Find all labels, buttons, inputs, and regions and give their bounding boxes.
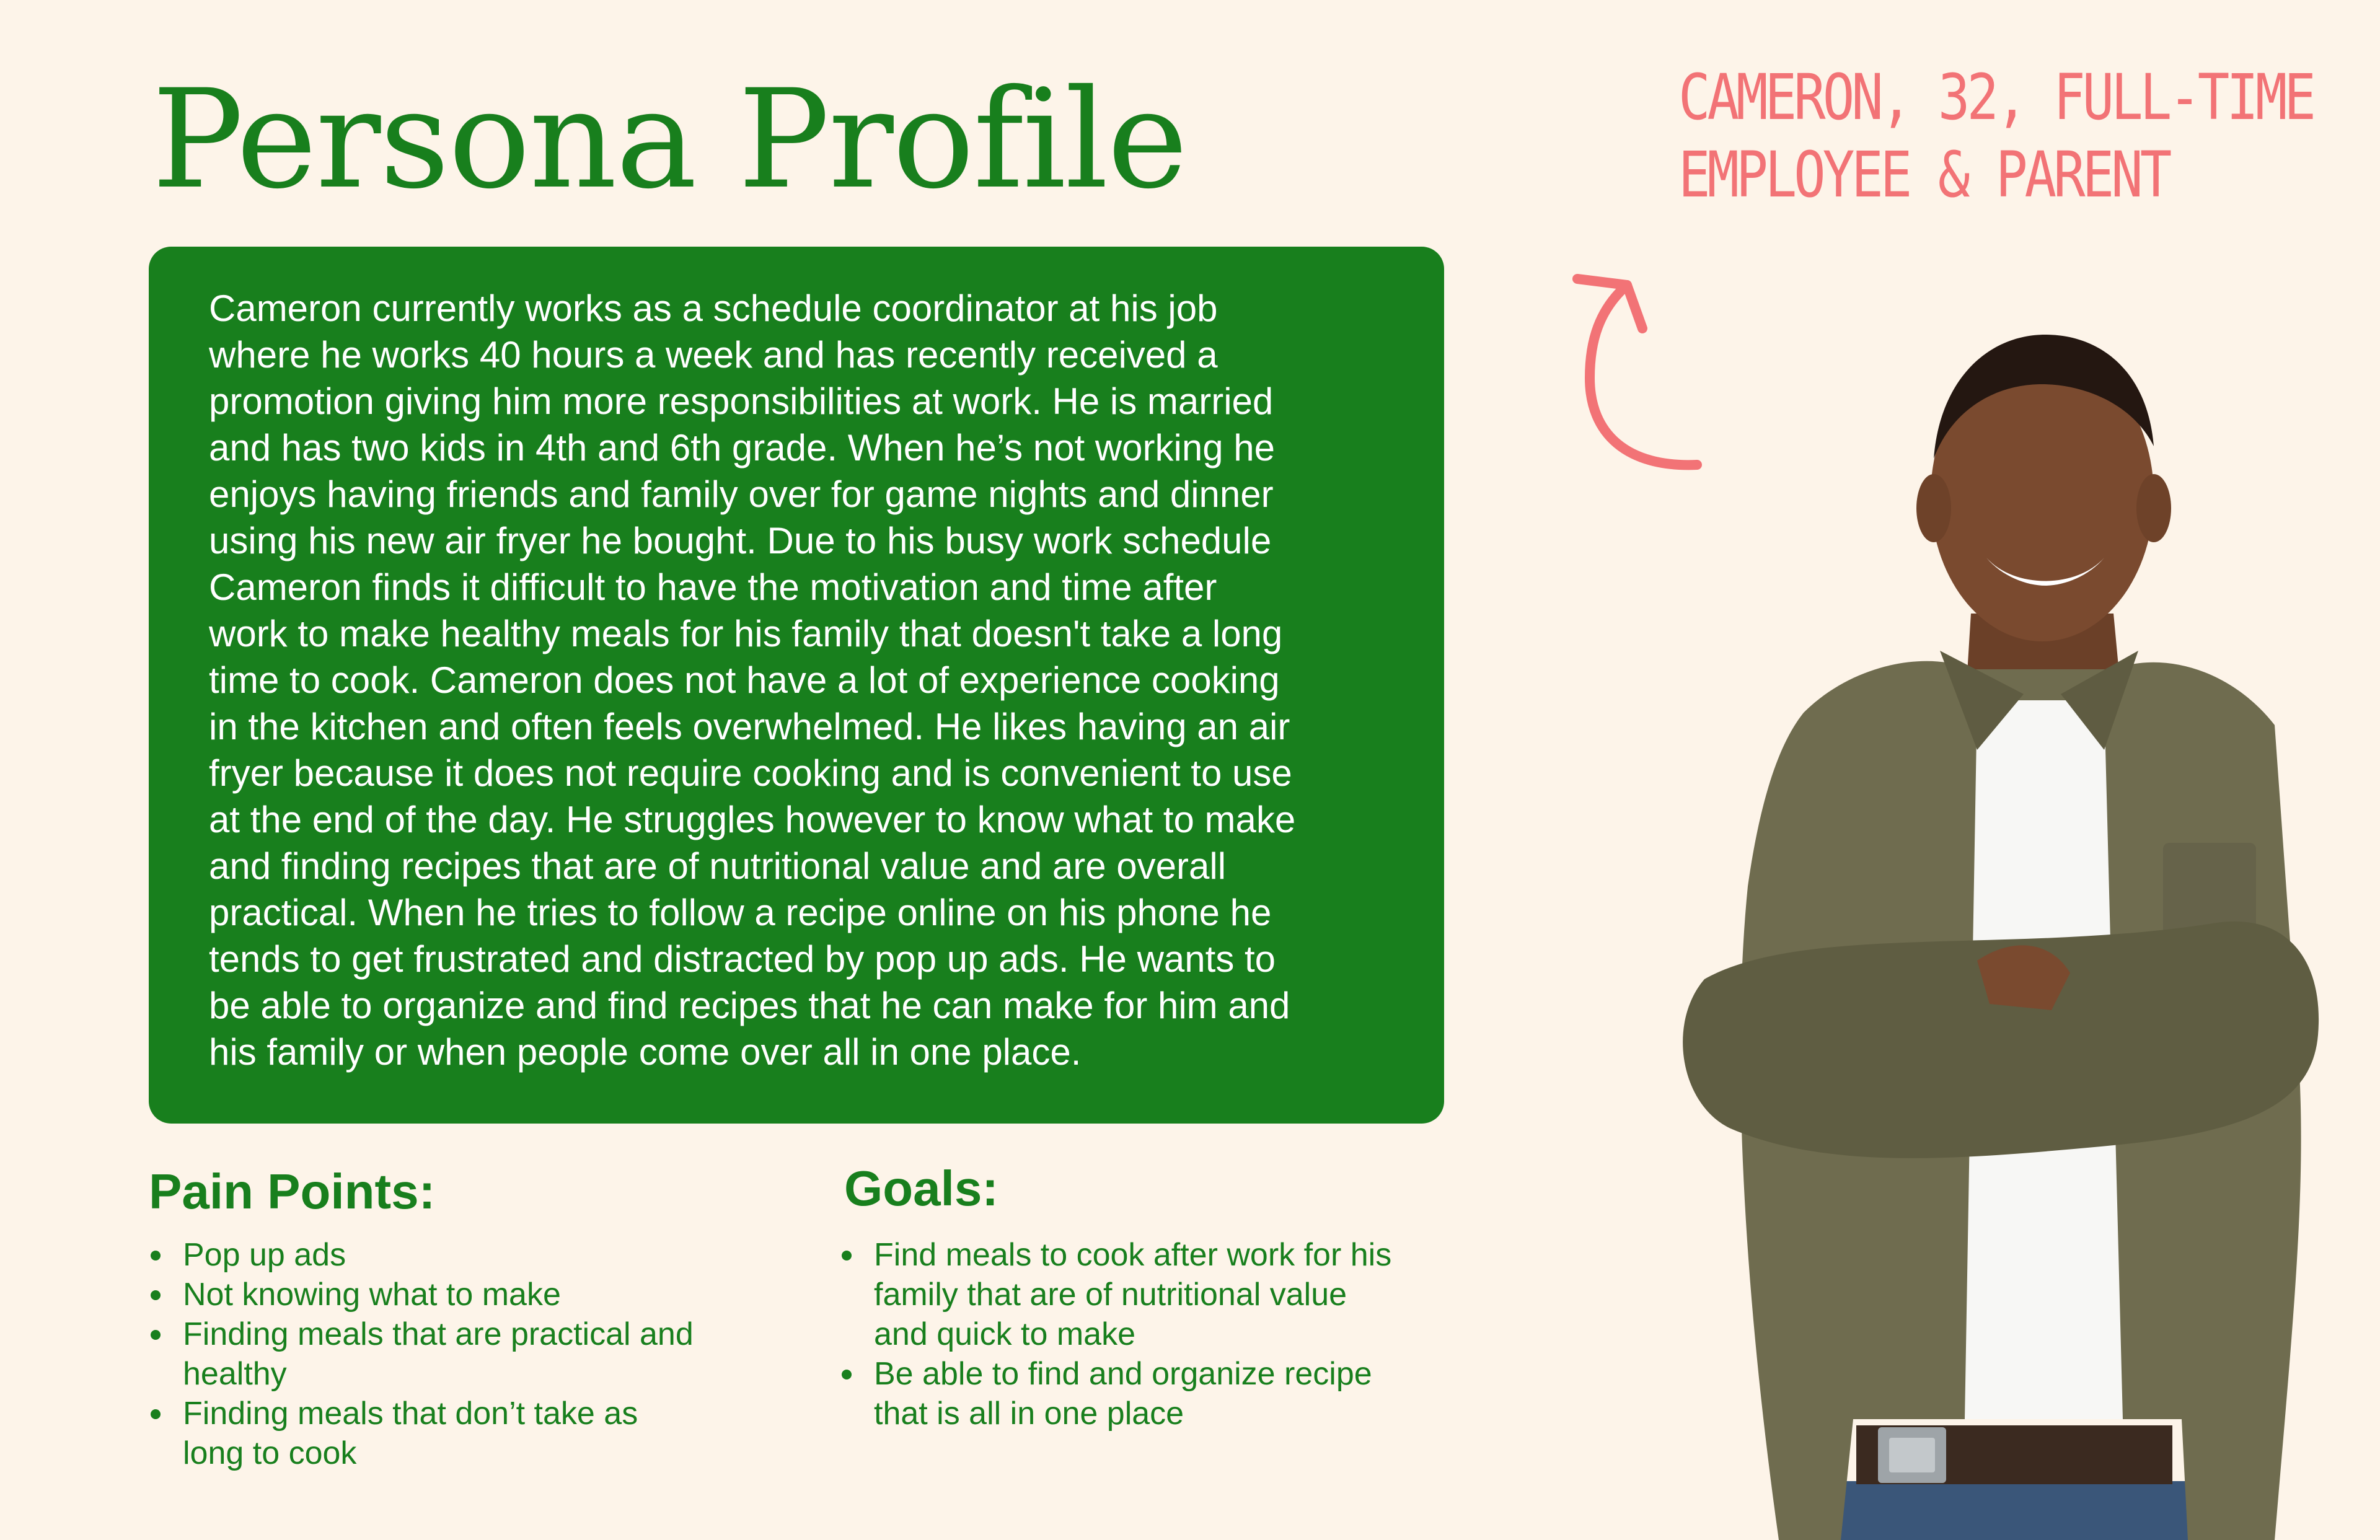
bio-line: and has two kids in 4th and 6th grade. When he’s not working he (209, 427, 1275, 469)
bio-line: and finding recipes that are of nutritional value and are overall (209, 845, 1227, 887)
belt (1856, 1425, 2172, 1484)
bio-line: Cameron currently works as a schedule coordinator at his job (209, 288, 1218, 329)
bio-line: be able to organize and find recipes that he can make for him and (209, 985, 1290, 1026)
bio-line: time to cook. Cameron does not have a lot of experience cooking (209, 659, 1280, 701)
bio-line: fryer because it does not require cooking and is convenient to use (209, 752, 1292, 794)
goals-list (840, 1235, 1398, 1433)
head (1916, 335, 2171, 641)
bio-line: using his new air fryer he bought. Due to his busy work schedule (209, 520, 1272, 561)
persona-name-tag (1678, 59, 2313, 214)
bio-line: practical. When he tries to follow a recipe online on his phone he (209, 892, 1272, 933)
goals-heading: Goals: (844, 1161, 998, 1216)
list-item: Be able to find and organize recipe that is all in one place (840, 1354, 1398, 1433)
bio-line: tends to get frustrated and distracted by pop up ads. He wants to (209, 938, 1276, 980)
bio-line: at the end of the day. He struggles however to know what to make (209, 799, 1296, 840)
shirt (1683, 651, 2319, 1540)
bio-line: in the kitchen and often feels overwhelmed. He likes having an air (209, 706, 1290, 747)
bio-line: where he works 40 hours a week and has recently received a (209, 334, 1218, 376)
list-item: Find meals to cook after work for his family that are of nutritional value and quick to make (840, 1235, 1398, 1354)
person-portrait-illustration (1543, 266, 2330, 1540)
bio-text (209, 285, 1395, 1075)
persona-tag-line: EMPLOYEE & PARENT (1678, 138, 2169, 212)
persona-tag-line: CAMERON, 32, FULL-TIME (1678, 61, 2313, 134)
list-item: Finding meals that don’t take as long to cook (149, 1394, 707, 1473)
bio-line: enjoys having friends and family over for game nights and dinner (209, 473, 1274, 515)
list-item: Not knowing what to make (149, 1275, 707, 1314)
pain-points-heading: Pain Points: (149, 1164, 436, 1219)
bio-card (149, 247, 1444, 1124)
bio-line: promotion giving him more responsibilities at work. He is married (209, 381, 1274, 422)
pain-points-list (149, 1235, 707, 1473)
list-item: Finding meals that are practical and healthy (149, 1314, 707, 1394)
jeans (1835, 1481, 2200, 1540)
bio-line: work to make healthy meals for his family that doesn't take a long (209, 613, 1283, 654)
bio-line: his family or when people come over all in one place. (209, 1031, 1082, 1073)
bio-line: Cameron finds it difficult to have the motivation and time after (209, 566, 1217, 608)
list-item: Pop up ads (149, 1235, 707, 1275)
page-title: Persona Profile (152, 60, 1187, 219)
